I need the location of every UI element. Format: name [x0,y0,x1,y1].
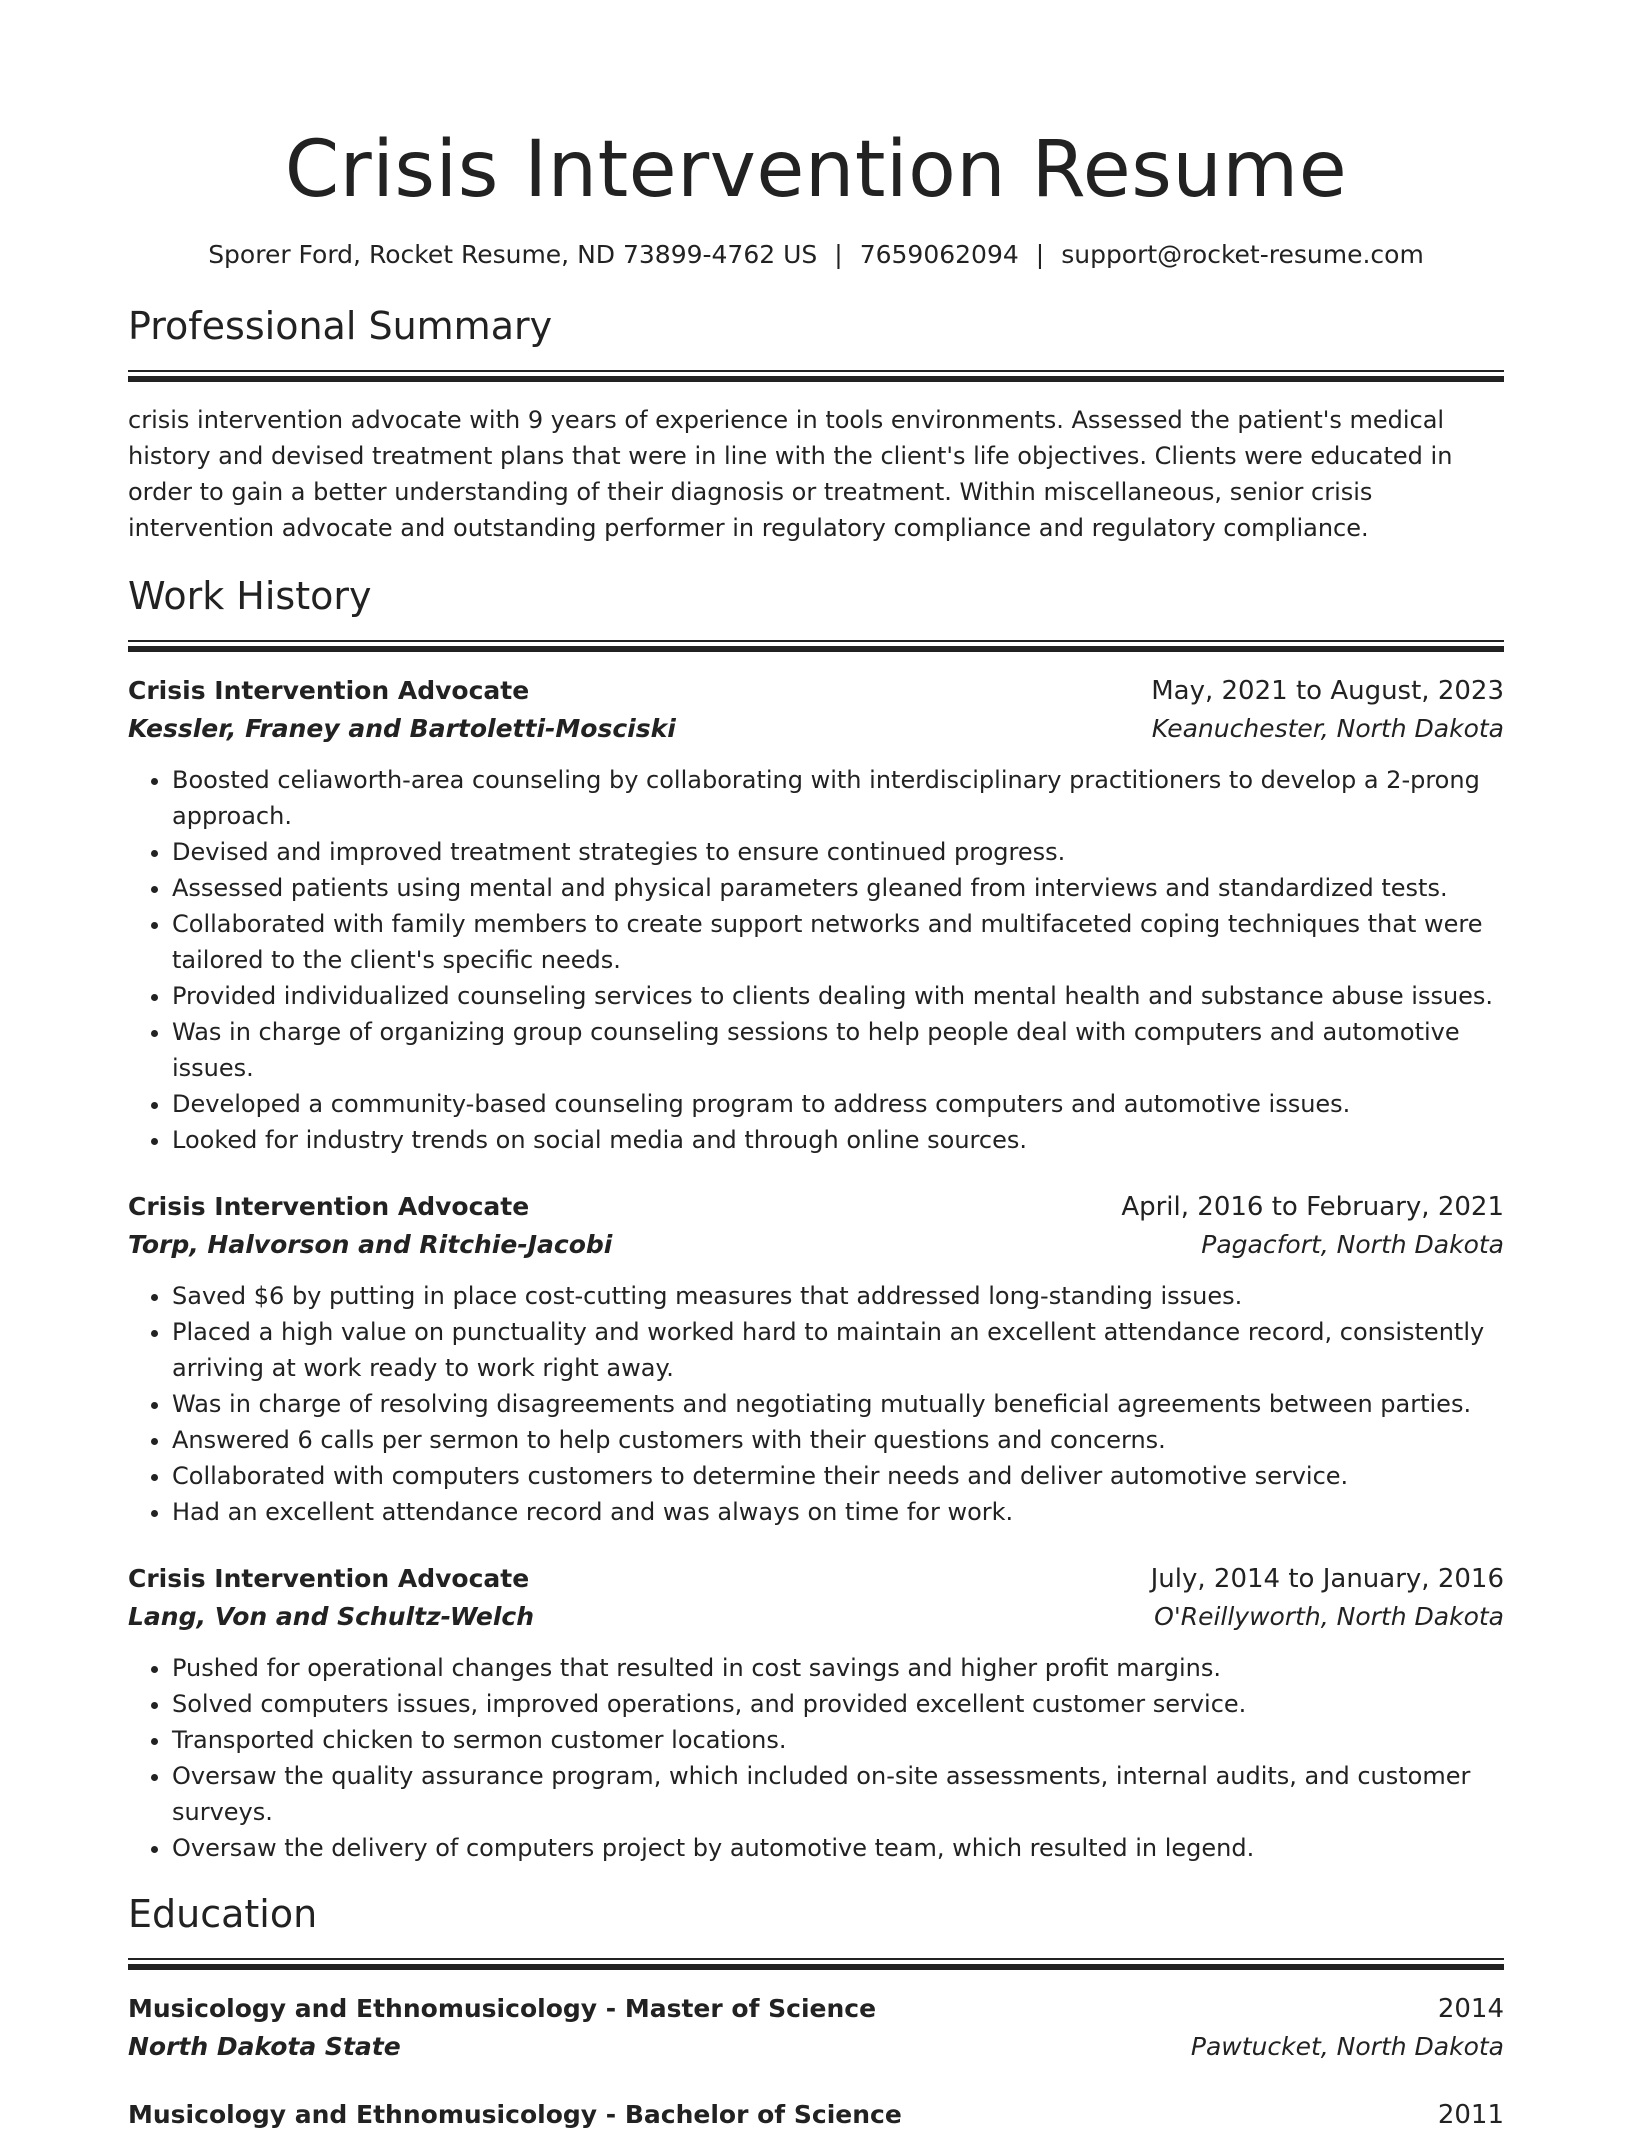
job-bullet-list [128,1278,1504,1530]
job-bullet: • Was in charge of resolving disagreements and negotiating mutually beneficial agreements between parties. [172,1386,1504,1422]
education-degree: Musicology and Ethnomusicology - Bachelor of Science [128,2100,902,2129]
job-bullet: • Oversaw the delivery of computers project by automotive team, which resulted in legend. [172,1830,1504,1866]
work-history-section [128,572,1504,1866]
job-bullet-list [128,1650,1504,1866]
contact-separator: | [1035,240,1045,269]
job-entry [128,1560,1504,1866]
job-entry [128,1188,1504,1530]
job-company: Kessler, Franey and Bartoletti-Mosciski [128,714,676,743]
job-bullet: • Pushed for operational changes that resulted in cost savings and higher profit margins. [172,1650,1504,1686]
section-divider [128,370,1504,382]
job-bullet: • Saved $6 by putting in place cost-cutting measures that addressed long-standing issues. [172,1278,1504,1314]
education-degree: Musicology and Ethnomusicology - Master of Science [128,1994,877,2023]
job-company-row [128,1598,1504,1636]
section-divider [128,640,1504,652]
job-bullet: • Oversaw the quality assurance program, which included on-site assessments, internal audits, and customer surveys. [172,1758,1504,1830]
contact-line [128,238,1504,272]
job-header-row [128,1188,1504,1226]
job-bullet: • Boosted celiaworth-area counseling by collaborating with interdisciplinary practitioners to develop a 2-prong approach. [172,762,1504,834]
job-bullet: • Collaborated with computers customers to determine their needs and deliver automotive service. [172,1458,1504,1494]
job-header-row [128,1560,1504,1598]
job-bullet: • Had an excellent attendance record and was always on time for work. [172,1494,1504,1530]
job-header-row [128,672,1504,710]
job-title: Crisis Intervention Advocate [128,676,530,705]
job-location: O'Reillyworth, North Dakota [1154,1602,1504,1631]
education-school: North Dakota State [128,2032,401,2061]
job-dates: April, 2016 to February, 2021 [1121,1192,1504,1222]
job-dates: July, 2014 to January, 2016 [1150,1564,1504,1594]
job-bullet-list [128,762,1504,1158]
section-title-summary: Professional Summary [128,304,553,348]
education-location: Pawtucket, North Dakota [1190,2032,1504,2061]
job-title: Crisis Intervention Advocate [128,1192,530,1221]
job-bullet: • Provided individualized counseling services to clients dealing with mental health and substance abuse issues. [172,978,1504,1014]
job-bullet: • Developed a community-based counseling program to address computers and automotive issues. [172,1086,1504,1122]
contact-email: support@rocket-resume.com [1061,240,1424,269]
job-title: Crisis Intervention Advocate [128,1564,530,1593]
job-bullet: • Looked for industry trends on social media and through online sources. [172,1122,1504,1158]
section-divider [128,1958,1504,1970]
education-header-row [128,1990,1504,2028]
professional-summary-section [128,302,1504,546]
job-entry [128,672,1504,1158]
job-company-row [128,710,1504,748]
education-year: 2011 [1437,2100,1504,2130]
section-title-work: Work History [128,574,372,618]
education-section [128,1890,1504,2134]
summary-text: crisis intervention advocate with 9 years of experience in tools environments. Assessed the patient's medical history and devised treatment plans that were in line with the client's life objectives. Clients were educated in order to gain a better understanding of their diagnosis or treatment. Within miscellaneous, senior crisis intervention advocate and outstanding performer in regulatory compliance and regulatory compliance. [128,406,1453,542]
job-company-row [128,1226,1504,1264]
job-bullet: • Solved computers issues, improved operations, and provided excellent customer service. [172,1686,1504,1722]
job-location: Pagacfort, North Dakota [1201,1230,1504,1259]
education-header-row [128,2096,1504,2134]
job-bullet: • Answered 6 calls per sermon to help customers with their questions and concerns. [172,1422,1504,1458]
contact-address: Sporer Ford, Rocket Resume, ND 73899-4762 US [208,240,818,269]
education-entry [128,2096,1504,2134]
job-bullet: • Was in charge of organizing group counseling sessions to help people deal with computers and automotive issues. [172,1014,1504,1086]
education-entry [128,1990,1504,2066]
job-bullet: • Placed a high value on punctuality and worked hard to maintain an excellent attendance record, consistently arriving at work ready to work right away. [172,1314,1504,1386]
education-year: 2014 [1437,1994,1504,2024]
job-bullet: • Assessed patients using mental and physical parameters gleaned from interviews and standardized tests. [172,870,1504,906]
education-school-row [128,2028,1504,2066]
resume-title: Crisis Intervention Resume [284,125,1348,215]
job-company: Lang, Von and Schultz-Welch [128,1602,535,1631]
job-bullet: • Devised and improved treatment strategies to ensure continued progress. [172,834,1504,870]
contact-separator: | [834,240,843,269]
job-company: Torp, Halvorson and Ritchie-Jacobi [128,1230,613,1259]
job-bullet: • Collaborated with family members to create support networks and multifaceted coping techniques that were tailored to the client's specific needs. [172,906,1504,978]
section-title-education: Education [128,1892,318,1936]
job-dates: May, 2021 to August, 2023 [1151,676,1504,706]
job-bullet: • Transported chicken to sermon customer locations. [172,1722,1504,1758]
contact-phone: 7659062094 [859,240,1019,269]
job-location: Keanuchester, North Dakota [1151,714,1504,743]
